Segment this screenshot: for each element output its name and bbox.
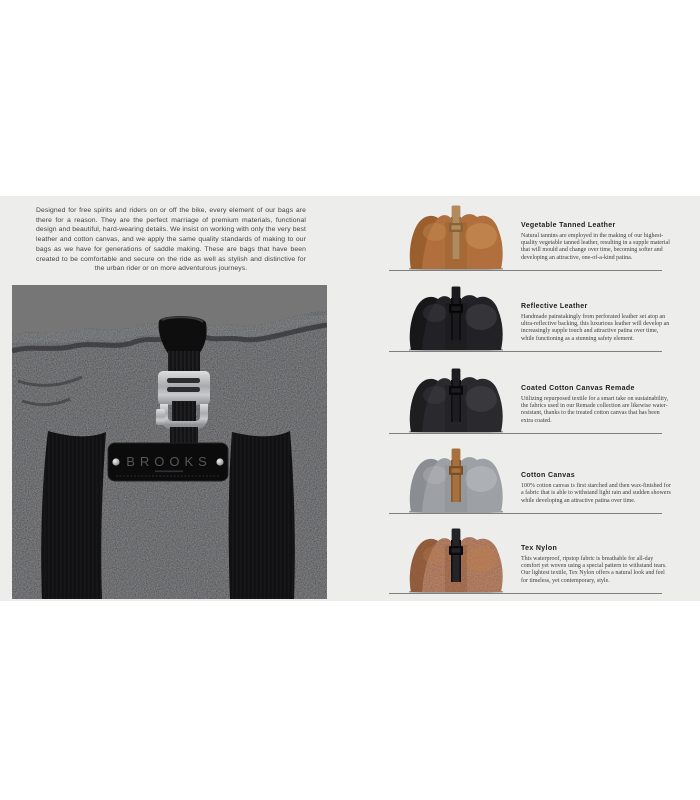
brand-sub-mark (155, 471, 183, 473)
rivet-left (112, 458, 119, 465)
webbing-bottom (170, 427, 198, 445)
material-item-tex-nylon (389, 514, 667, 594)
material-description: Handmade painstakingly from perforated leather set atop an ultra-reflective backing, this luxurious leather will develop an increasingly supple touch and attractive patina over time, while functioning as a stunning safety element. (521, 313, 670, 342)
material-description: This waterproof, ripstop fabric is breathable for all-day comfort yet woven using a special pattern to withstand tears. Our lightest textile, Tex Nylon offers a natural look and feel for timeless, yet contemporary, style. (521, 555, 667, 584)
material-item-vegetable-tanned-leather (389, 196, 670, 271)
material-title: Vegetable Tanned Leather (521, 221, 616, 229)
leather-tab (159, 316, 207, 355)
materials-list (389, 196, 671, 594)
material-description: Natural tannins are employed in the making of our highest-quality vegetable tanned leather, resulting in a supple material that will mould and change over time, becoming softer and developing an attractive, one-of-a-kind patina. (521, 232, 670, 261)
material-title: Reflective Leather (521, 302, 588, 310)
material-thumbnail (401, 527, 511, 593)
material-thumbnail (401, 204, 511, 270)
backpack-illustration (12, 285, 327, 599)
material-title: Tex Nylon (521, 544, 558, 552)
metal-buckle (156, 371, 210, 433)
material-thumbnail (401, 367, 511, 433)
material-item-coated-cotton-canvas-remade (389, 352, 669, 434)
webbing-top (168, 351, 200, 373)
hero-backpack-image (12, 285, 327, 599)
material-thumbnail (401, 447, 511, 513)
material-description: 100% cotton canvas is first starched and then wax-finished for a fabric that is able to withstand light rain and sudden showers while developing an attractive patina over time. (521, 483, 671, 504)
intro-paragraph: Designed for free spirits and riders on or off the bike, every element of our bags are there for a reason. They are the perfect marriage of premium materials, functional design and beautiful, hard-wearing details. We insist on working with only the very best leather and cotton canvas, and we apply the same quality standards of making to our bags as we have for generations of saddle making. These are bags that have been created to be comfortable and secure on the ride as well as stylish and distinctive for the urban rider or on more adventurous journeys. (36, 207, 306, 273)
material-description: Utilizing repurposed textile for a smart take on sustainability, the fabrics used in our Remade collection are likewise water-resistant, thanks to the treated cotton canvas that has been extra coated. (521, 395, 669, 424)
brand-patch (108, 443, 228, 481)
material-thumbnail (401, 285, 511, 351)
material-item-cotton-canvas (389, 434, 671, 514)
material-item-reflective-leather (389, 271, 670, 352)
rivet-right (216, 458, 223, 465)
material-title: Coated Cotton Canvas Remade (521, 384, 635, 392)
material-title: Cotton Canvas (521, 472, 575, 480)
brand-logo-text: BROOKS (126, 454, 212, 469)
